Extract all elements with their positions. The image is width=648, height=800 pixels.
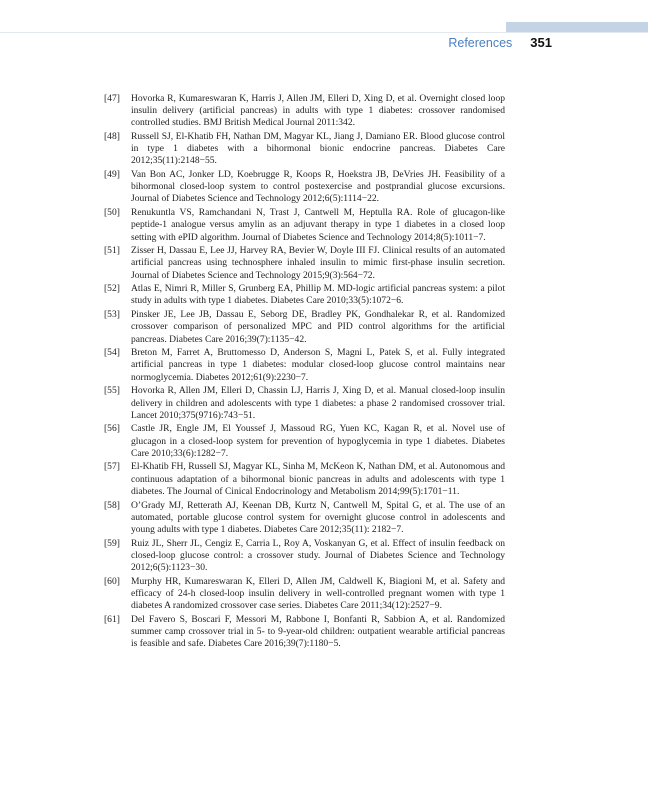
header-rule [0, 32, 648, 33]
reference-number: [61] [104, 613, 120, 625]
reference-number: [48] [104, 131, 120, 143]
reference-text: Hovorka R, Kumareswaran K, Harris J, Allen JM, Elleri D, Xing D, et al. Overnight closed loop insulin delivery (artificial pancreas) in adults with type 1 diabetes: crossover randomised controlled studies. BMJ British Medical Journal 2011:342. [131, 93, 505, 129]
reference-number: [49] [104, 169, 120, 181]
reference-item [104, 347, 505, 383]
header-accent-bar [506, 22, 648, 32]
reference-text: El-Khatib FH, Russell SJ, Magyar KL, Sinha M, McKeon K, Nathan DM, et al. Autonomous and continuous adaptation of a bihormonal bionic pancreas in adults and adolescents with type 1 diabetes. The Journal of Cinical Endocrinology and Metabolism 2014;99(5):1701−11. [131, 461, 505, 497]
reference-item [104, 169, 505, 205]
reference-item [104, 500, 505, 536]
reference-item [104, 131, 505, 167]
reference-number: [60] [104, 575, 120, 587]
reference-text: Breton M, Farret A, Bruttomesso D, Anderson S, Magni L, Patek S, et al. Fully integrated artificial pancreas in type 1 diabetes: modular closed-loop glucose control maintains near normoglycemia. Diabetes 2012;61(9):2230−7. [131, 347, 505, 383]
reference-text: Pinsker JE, Lee JB, Dassau E, Seborg DE, Bradley PK, Gondhalekar R, et al. Randomized crossover comparison of personalized MPC and PID control algorithms for the artificial pancreas. Diabetes Care 2016;39(7):1135−42. [131, 309, 505, 345]
reference-text: Zisser H, Dassau E, Lee JJ, Harvey RA, Bevier W, Doyle III FJ. Clinical results of an automated artificial pancreas using technosphere inhaled insulin to mimic first-phase insulin secretion. Journal of Diabetes Science and Technology 2015;9(3):564−72. [131, 245, 505, 281]
reference-number: [47] [104, 93, 120, 104]
reference-item [104, 423, 505, 459]
reference-text: Atlas E, Nimri R, Miller S, Grunberg EA, Phillip M. MD-logic artificial pancreas system: a pilot study in adults with type 1 diabetes. Diabetes Care 2010;33(5):1072−6. [131, 283, 505, 307]
reference-number: [51] [104, 245, 120, 257]
reference-item [104, 614, 505, 650]
section-title: References [448, 36, 513, 50]
reference-number: [53] [104, 309, 120, 321]
running-head [448, 35, 552, 50]
reference-item [104, 309, 505, 345]
reference-text: Ruiz JL, Sherr JL, Cengiz E, Carria L, Roy A, Voskanyan G, et al. Effect of insulin feedback on closed-loop glucose control: a crossover study. Journal of Diabetes Science and Technology 2012;6(5):1123−30. [131, 537, 505, 573]
reference-number: [59] [104, 537, 120, 549]
reference-number: [58] [104, 499, 120, 511]
reference-item [104, 245, 505, 281]
reference-item [104, 283, 505, 307]
reference-text: Russell SJ, El-Khatib FH, Nathan DM, Magyar KL, Jiang J, Damiano ER. Blood glucose control in type 1 diabetes with a bihormonal bionic endocrine pancreas. Diabetes Care 2012;35(11):2148−55. [131, 131, 505, 167]
reference-number: [52] [104, 283, 120, 295]
reference-text: Van Bon AC, Jonker LD, Koebrugge R, Koops R, Hoekstra JB, DeVries JH. Feasibility of a bihormonal closed-loop system to control postexercise and postprandial glucose excursions. Journal of Diabetes Science and Technology 2012;6(5):1114−22. [131, 169, 505, 205]
reference-item [104, 207, 505, 243]
reference-number: [55] [104, 385, 120, 397]
reference-number: [50] [104, 207, 120, 219]
reference-text: Renukuntla VS, Ramchandani N, Trast J, Cantwell M, Heptulla RA. Role of glucagon-like peptide-1 analogue versus amylin as an adjuvant therapy in type 1 diabetes in a closed loop setting with ePID algorithm. Journal of Diabetes Science and Technology 2014;8(5):1011−7. [131, 207, 505, 243]
reference-item [104, 385, 505, 421]
page-number: 351 [530, 35, 552, 50]
reference-item [104, 461, 505, 497]
reference-text: Murphy HR, Kumareswaran K, Elleri D, Allen JM, Caldwell K, Biagioni M, et al. Safety and efficacy of 24-h closed-loop insulin delivery in well-controlled pregnant women with type 1 diabetes A randomized crossover case series. Diabetes Care 2011;34(12):2527−9. [131, 575, 505, 611]
reference-list [104, 93, 505, 652]
reference-text: Castle JR, Engle JM, El Youssef J, Massoud RG, Yuen KC, Kagan R, et al. Novel use of glucagon in a closed-loop system for prevention of hypoglycemia in type 1 diabetes. Diabetes Care 2010;33(6):1282−7. [131, 423, 505, 459]
reference-number: [54] [104, 347, 120, 359]
reference-text: Hovorka R, Allen JM, Elleri D, Chassin LJ, Harris J, Xing D, et al. Manual closed-loop insulin delivery in children and adolescents with type 1 diabetes: a phase 2 randomised crossover trial. Lancet 2010;375(9716):743−51. [131, 385, 505, 421]
reference-item [104, 538, 505, 574]
reference-item [104, 576, 505, 612]
reference-text: Del Favero S, Boscari F, Messori M, Rabbone I, Bonfanti R, Sabbion A, et al. Randomized summer camp crossover trial in 5- to 9-year-old children: outpatient wearable artificial pancreas is feasible and safe. Diabetes Care 2016;39(7):1180−5. [131, 613, 505, 650]
reference-number: [56] [104, 423, 120, 435]
reference-number: [57] [104, 461, 120, 473]
reference-text: O’Grady MJ, Retterath AJ, Keenan DB, Kurtz N, Cantwell M, Spital G, et al. The use of an automated, portable glucose control system for overnight glucose control in adolescents and young adults with type 1 diabetes. Diabetes Care 2012;35(11): 2182−7. [131, 499, 505, 535]
reference-item [104, 93, 505, 129]
